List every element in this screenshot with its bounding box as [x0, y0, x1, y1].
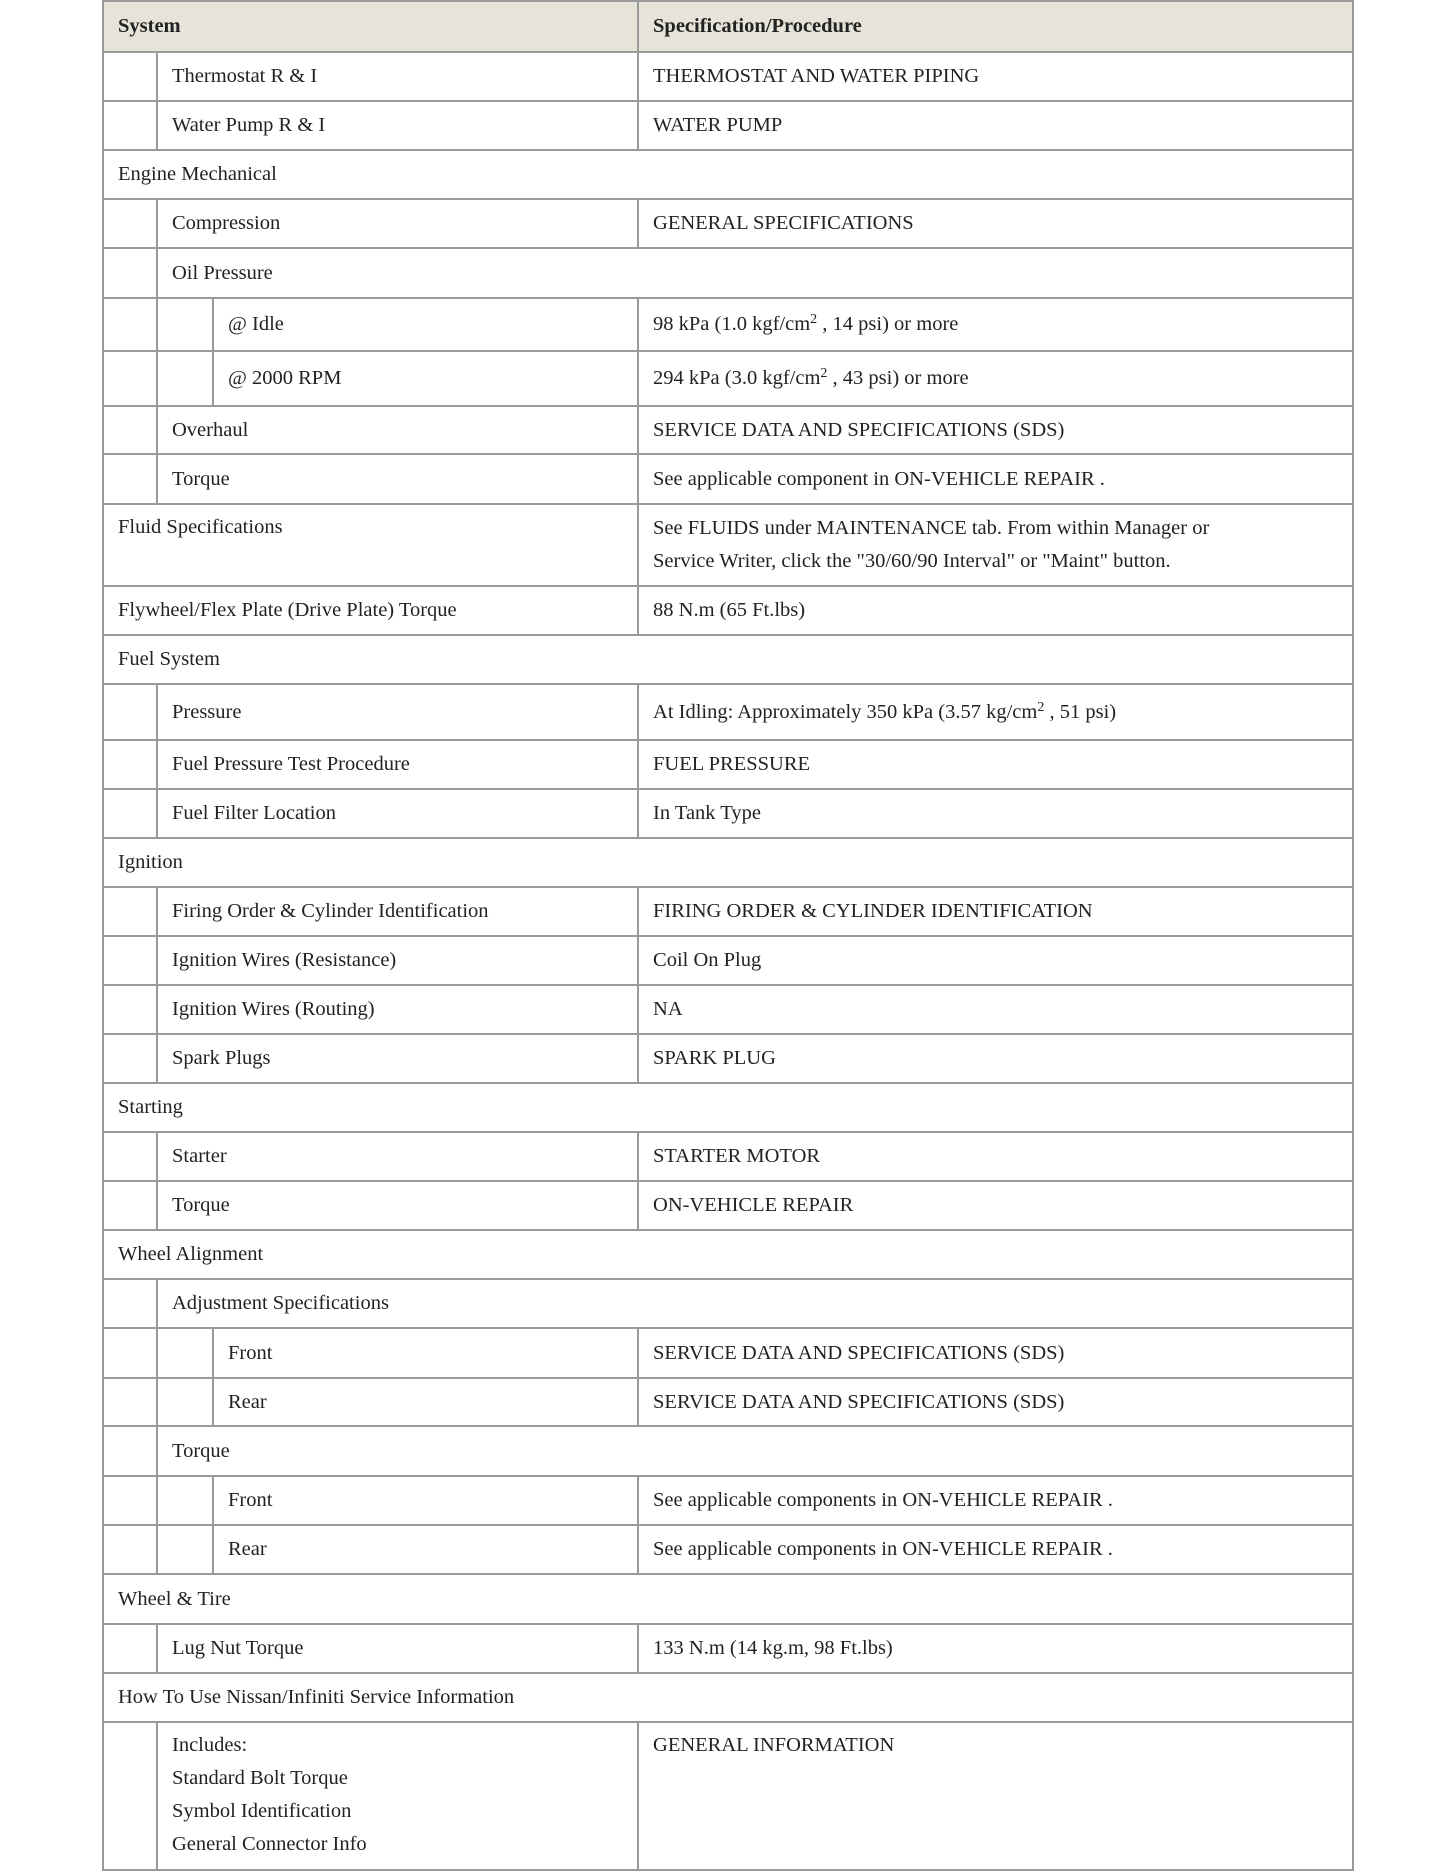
- row-label: Ignition Wires (Routing): [157, 985, 638, 1034]
- section-label: Fuel System: [103, 635, 1353, 684]
- value-text: 294 kPa (3.0 kgf/cm: [653, 367, 821, 389]
- row-label: Rear: [213, 1525, 638, 1574]
- table-row: [103, 1525, 1353, 1574]
- row-value: GENERAL SPECIFICATIONS: [638, 199, 1353, 248]
- section-row: [103, 150, 1353, 199]
- row-label: Starter: [157, 1132, 638, 1181]
- section-row: [103, 1673, 1353, 1722]
- table-row: [103, 454, 1353, 504]
- row-value: Coil On Plug: [638, 936, 1353, 985]
- table-row: [103, 199, 1353, 248]
- row-value: 88 N.m (65 Ft.lbs): [638, 586, 1353, 635]
- row-value: See applicable component in ON-VEHICLE REPAIR .: [638, 454, 1353, 504]
- value-text: At Idling: Approximately 350 kPa (3.57 kg/cm: [653, 700, 1038, 723]
- subsection-label: Adjustment Specifications: [157, 1279, 1353, 1328]
- subsection-row: [103, 1279, 1353, 1328]
- table-row: [103, 101, 1353, 150]
- table-row: [103, 789, 1353, 838]
- table-row: [103, 351, 1353, 406]
- row-value: [638, 298, 1353, 351]
- superscript: 2: [1037, 699, 1045, 715]
- row-label: Flywheel/Flex Plate (Drive Plate) Torque: [103, 586, 638, 635]
- row-value: 133 N.m (14 kg.m, 98 Ft.lbs): [638, 1624, 1353, 1673]
- row-label: Front: [213, 1476, 638, 1525]
- row-label: Thermostat R & I: [157, 52, 638, 101]
- row-value: In Tank Type: [638, 789, 1353, 838]
- table-row: [103, 1328, 1353, 1378]
- label-line: Standard Bolt Torque: [172, 1767, 348, 1789]
- table-row: [103, 298, 1353, 351]
- section-label: Ignition: [103, 838, 1353, 887]
- row-value: SERVICE DATA AND SPECIFICATIONS (SDS): [638, 1328, 1353, 1378]
- section-label: Wheel Alignment: [103, 1230, 1353, 1279]
- row-value: NA: [638, 985, 1353, 1034]
- row-value: [638, 684, 1353, 740]
- table-row: [103, 406, 1353, 454]
- row-label: Compression: [157, 199, 638, 248]
- table-row: [103, 740, 1353, 789]
- row-value: SERVICE DATA AND SPECIFICATIONS (SDS): [638, 1378, 1353, 1426]
- header-system: System: [103, 1, 638, 52]
- label-line: Includes:: [172, 1734, 248, 1756]
- table-row: [103, 1378, 1353, 1426]
- row-value: FIRING ORDER & CYLINDER IDENTIFICATION: [638, 887, 1353, 936]
- table-row: [103, 1476, 1353, 1525]
- row-label: Spark Plugs: [157, 1034, 638, 1083]
- row-value: FUEL PRESSURE: [638, 740, 1353, 789]
- table-row: [103, 936, 1353, 985]
- section-row: [103, 635, 1353, 684]
- value-line: Service Writer, click the "30/60/90 Interval" or "Maint" button.: [653, 549, 1171, 572]
- row-value: See applicable components in ON-VEHICLE REPAIR .: [638, 1525, 1353, 1574]
- table-row: [103, 504, 1353, 586]
- row-value: SPARK PLUG: [638, 1034, 1353, 1083]
- row-label: Water Pump R & I: [157, 101, 638, 150]
- section-label: How To Use Nissan/Infiniti Service Information: [103, 1673, 1353, 1722]
- row-label: Fluid Specifications: [103, 504, 638, 586]
- header-row: [103, 1, 1353, 52]
- section-row: [103, 1083, 1353, 1132]
- row-value: THERMOSTAT AND WATER PIPING: [638, 52, 1353, 101]
- subsection-label: Oil Pressure: [157, 248, 1353, 298]
- table-row: [103, 1132, 1353, 1181]
- row-label: Fuel Filter Location: [157, 789, 638, 838]
- section-label: Wheel & Tire: [103, 1574, 1353, 1624]
- row-label: Front: [213, 1328, 638, 1378]
- table-row: [103, 1034, 1353, 1083]
- table-row: [103, 684, 1353, 740]
- row-label: Lug Nut Torque: [157, 1624, 638, 1673]
- row-label: Overhaul: [157, 406, 638, 454]
- table-row: [103, 1624, 1353, 1673]
- row-label: Firing Order & Cylinder Identification: [157, 887, 638, 936]
- section-label: Engine Mechanical: [103, 150, 1353, 199]
- table-row: [103, 1181, 1353, 1230]
- row-label: Torque: [157, 1181, 638, 1230]
- row-label: Rear: [213, 1378, 638, 1426]
- row-value: GENERAL INFORMATION: [638, 1722, 1353, 1870]
- value-text: 98 kPa (1.0 kgf/cm: [653, 313, 811, 335]
- row-label: @ Idle: [213, 298, 638, 351]
- label-line: Symbol Identification: [172, 1800, 352, 1822]
- value-text: , 43 psi) or more: [827, 367, 969, 389]
- table-row: [103, 1722, 1353, 1870]
- subsection-row: [103, 248, 1353, 298]
- section-row: [103, 838, 1353, 887]
- row-value: WATER PUMP: [638, 101, 1353, 150]
- table-row: [103, 985, 1353, 1034]
- row-value: See applicable components in ON-VEHICLE REPAIR .: [638, 1476, 1353, 1525]
- subsection-label: Torque: [157, 1426, 1353, 1476]
- table-row: [103, 52, 1353, 101]
- header-spec: Specification/Procedure: [638, 1, 1353, 52]
- value-line: See FLUIDS under MAINTENANCE tab. From within Manager or: [653, 516, 1210, 539]
- row-value: [638, 351, 1353, 406]
- row-value: [638, 504, 1353, 586]
- spec-table: [102, 0, 1354, 1871]
- row-label: Pressure: [157, 684, 638, 740]
- value-text: , 14 psi) or more: [817, 313, 959, 335]
- section-row: [103, 1574, 1353, 1624]
- label-line: General Connector Info: [172, 1833, 367, 1855]
- row-value: STARTER MOTOR: [638, 1132, 1353, 1181]
- table-row: [103, 887, 1353, 936]
- row-label: Ignition Wires (Resistance): [157, 936, 638, 985]
- section-label: Starting: [103, 1083, 1353, 1132]
- row-label: Torque: [157, 454, 638, 504]
- row-value: ON-VEHICLE REPAIR: [638, 1181, 1353, 1230]
- value-text: , 51 psi): [1044, 700, 1117, 723]
- table-row: [103, 586, 1353, 635]
- section-row: [103, 1230, 1353, 1279]
- row-value: SERVICE DATA AND SPECIFICATIONS (SDS): [638, 406, 1353, 454]
- superscript: 2: [820, 366, 828, 381]
- subsection-row: [103, 1426, 1353, 1476]
- row-label: @ 2000 RPM: [213, 351, 638, 406]
- row-label: Fuel Pressure Test Procedure: [157, 740, 638, 789]
- row-label: [157, 1722, 638, 1870]
- superscript: 2: [810, 312, 818, 327]
